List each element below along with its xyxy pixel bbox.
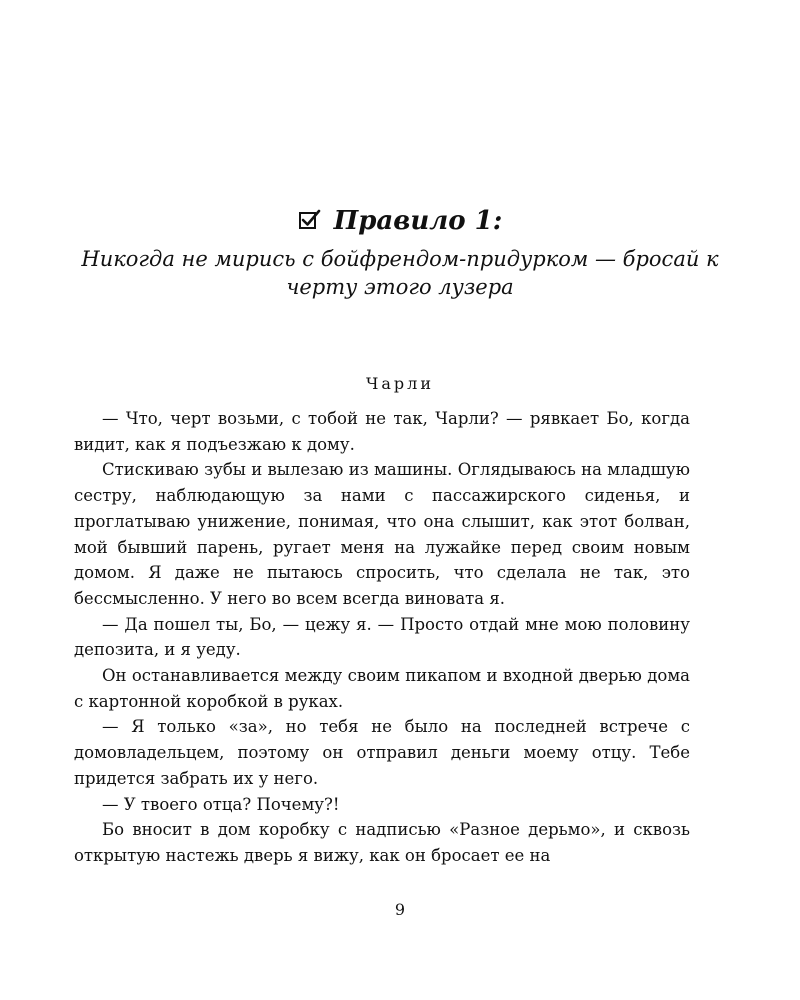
paragraph: — У твоего отца? Почему?!: [102, 794, 340, 814]
paragraph: Стискиваю зубы и вылезаю из машины. Оглядываюсь на младшую сестру, наблюдающую за нами с пассажирского сиденья, и проглатываю унижение, понимая, что она слышит, как этот болван, мой бывший парень, ругает меня на лужайке перед своим новым домом. Я даже не пытаюсь спросить, что сделала не так, это бессмысленно. У него во всем всегда виновата я.: [74, 460, 690, 608]
paragraph: — Я только «за», но тебя не было на последней встрече с домовладельцем, поэтому он отправил деньги моему отцу. Тебе придется забрать их у него.: [74, 717, 690, 788]
chapter-rule-title: Правило 1:: [333, 206, 503, 236]
checkbox-check-icon: [298, 206, 322, 242]
chapter-heading: [0, 203, 800, 242]
paragraph: — Да пошел ты, Бо, — цежу я. — Просто отдай мне мою половину депозита, и я уеду.: [74, 614, 690, 660]
paragraph: Он останавливается между своим пикапом и входной дверью дома с картонной коробкой в руках.: [74, 666, 690, 711]
paragraph: — Что, черт возьми, с тобой не так, Чарли? — рявкает Бо, когда видит, как я подъезжаю к дому.: [74, 409, 690, 454]
page-number: 9: [394, 900, 406, 919]
chapter-subtitle: Никогда не мирись с бойфрендом-придурком — бросай к черту этого лузера: [81, 247, 719, 299]
chapter-body: [74, 406, 690, 869]
paragraph: Бо вносит в дом коробку с надписью «Разное дерьмо», и сквозь открытую настежь дверь я вижу, как он бросает ее на: [74, 820, 690, 865]
narrator-name: Чарли: [366, 374, 434, 393]
